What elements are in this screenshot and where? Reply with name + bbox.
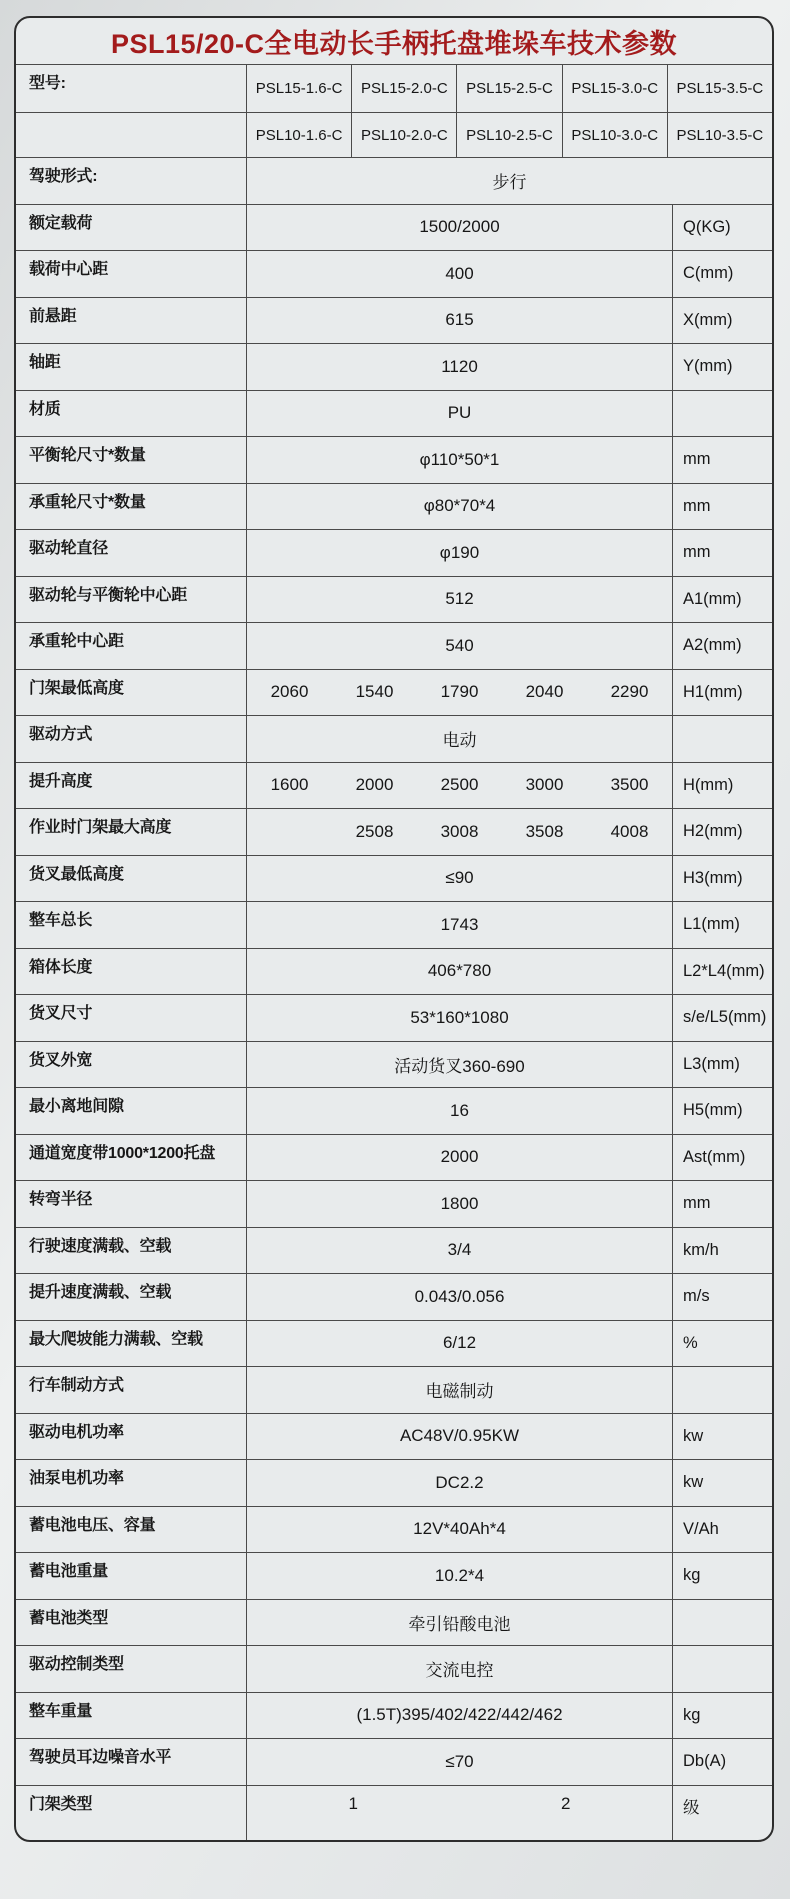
spec-row — [16, 1785, 772, 1841]
spec-row-unit: L3(mm) — [672, 1042, 772, 1088]
spec-row — [16, 1413, 772, 1460]
model-cell: PSL15-1.6-C — [246, 65, 351, 112]
spec-row-unit: Ast(mm) — [672, 1135, 772, 1181]
spec-row-label: 门架类型 — [29, 1795, 93, 1813]
spec-row-label: 货叉外宽 — [29, 1051, 93, 1069]
spec-row-label: 驾驶形式: — [29, 168, 98, 185]
model-row — [16, 64, 772, 112]
spec-row-value-slot: 2290 — [610, 682, 649, 702]
spec-row — [16, 250, 772, 297]
spec-row-label: 蓄电池电压、容量 — [29, 1516, 156, 1534]
spec-row-unit: kw — [672, 1414, 772, 1460]
spec-row-values — [246, 670, 672, 716]
spec-row-value: DC2.2 — [246, 1460, 672, 1506]
model-row-label — [16, 113, 246, 157]
spec-row-label: 驱动轮与平衡轮中心距 — [29, 586, 188, 604]
spec-row — [16, 855, 772, 902]
spec-row — [16, 1366, 772, 1413]
spec-row-value: 12V*40Ah*4 — [246, 1507, 672, 1553]
spec-row-values — [246, 1786, 672, 1841]
spec-row-unit: H2(mm) — [672, 809, 772, 855]
spec-row-label: 提升高度 — [29, 772, 93, 790]
spec-row-value: 牵引铅酸电池 — [246, 1600, 672, 1646]
spec-row-label: 蓄电池类型 — [29, 1609, 109, 1627]
spec-row-label: 承重轮尺寸*数量 — [29, 493, 146, 511]
spec-row — [16, 1599, 772, 1646]
spec-row-values — [246, 809, 672, 855]
spec-row-label: 驱动方式 — [29, 726, 93, 743]
spec-row-label: 驱动电机功率 — [29, 1423, 124, 1441]
spec-row — [16, 1041, 772, 1088]
spec-row — [16, 157, 772, 204]
spec-row-unit: H1(mm) — [672, 670, 772, 716]
spec-row-value: AC48V/0.95KW — [246, 1414, 672, 1460]
spec-row-value: 1800 — [246, 1181, 672, 1227]
spec-row-label: 驾驶员耳边噪音水平 — [29, 1749, 172, 1766]
spec-row-value-slot: 4008 — [610, 821, 649, 841]
model-cell: PSL15-2.5-C — [456, 65, 561, 112]
model-cell: PSL10-2.5-C — [456, 113, 561, 157]
spec-row-unit: mm — [672, 530, 772, 576]
spec-row-label: 提升速度满载、空载 — [29, 1284, 172, 1301]
spec-row-label: 蓄电池重量 — [29, 1563, 109, 1580]
spec-row-unit: L2*L4(mm) — [672, 949, 772, 995]
spec-row-unit — [672, 1367, 772, 1413]
spec-row-unit: A1(mm) — [672, 577, 772, 623]
spec-row-label: 货叉尺寸 — [29, 1005, 93, 1022]
spec-row-label: 轴距 — [29, 354, 61, 371]
spec-row-value: 406*780 — [246, 949, 672, 995]
page-title: PSL15/20-C全电动长手柄托盘堆垛车技术参数 — [110, 28, 678, 59]
spec-row-label: 转弯半径 — [29, 1191, 93, 1208]
spec-row-label: 额定载荷 — [29, 214, 93, 232]
spec-row-value: 电动 — [246, 716, 672, 762]
spec-row — [16, 715, 772, 762]
spec-row — [16, 901, 772, 948]
spec-row-label: 驱动控制类型 — [29, 1656, 124, 1673]
spec-row-label: 货叉最低高度 — [29, 865, 124, 883]
model-cell: PSL10-3.0-C — [562, 113, 667, 157]
spec-row-unit: H(mm) — [672, 763, 772, 809]
spec-row — [16, 762, 772, 809]
spec-row-label: 承重轮中心距 — [29, 633, 124, 650]
spec-row — [16, 1645, 772, 1692]
spec-row-value: 1120 — [246, 344, 672, 390]
spec-row-value-slot: 2040 — [525, 682, 564, 702]
spec-row-unit: Y(mm) — [672, 344, 772, 390]
spec-row-label: 整车总长 — [29, 912, 93, 929]
spec-row-value-slot: 2500 — [440, 775, 479, 795]
spec-row-unit: L1(mm) — [672, 902, 772, 948]
model-cell: PSL10-3.5-C — [667, 113, 772, 157]
spec-row-value: 步行 — [246, 158, 772, 204]
spec-row-unit: H3(mm) — [672, 856, 772, 902]
spec-row-unit: kg — [672, 1553, 772, 1599]
spec-row-unit — [672, 1646, 772, 1692]
spec-row-unit: kg — [672, 1693, 772, 1739]
spec-row-value-slot: 1540 — [355, 682, 394, 702]
spec-row-unit — [672, 716, 772, 762]
spec-row-value: 2000 — [246, 1135, 672, 1181]
model-cell: PSL15-3.5-C — [667, 65, 772, 112]
model-cell: PSL10-1.6-C — [246, 113, 351, 157]
spec-row-value-slot: 3008 — [440, 821, 479, 841]
spec-row-value-slot: 2 — [561, 1793, 571, 1813]
spec-row — [16, 576, 772, 623]
spec-row-value-slot: 2060 — [270, 682, 309, 702]
spec-row-label: 门架最低高度 — [29, 679, 124, 697]
spec-row-unit: V/Ah — [672, 1507, 772, 1553]
spec-row-label: 作业时门架最大高度 — [29, 819, 172, 836]
spec-row — [16, 994, 772, 1041]
spec-card — [14, 16, 774, 1842]
spec-row — [16, 1134, 772, 1181]
spec-row-values — [246, 763, 672, 809]
spec-row — [16, 1087, 772, 1134]
spec-row-value: 3/4 — [246, 1228, 672, 1274]
spec-row-value-slot: 3000 — [525, 775, 564, 795]
spec-row-unit — [672, 1600, 772, 1646]
spec-row — [16, 529, 772, 576]
spec-row-value: φ80*70*4 — [246, 484, 672, 530]
spec-row-value-slot: 3500 — [610, 775, 649, 795]
spec-row-unit: mm — [672, 484, 772, 530]
model-rows-section — [16, 64, 772, 157]
spec-row-label: 通道宽度带1000*1200托盘 — [29, 1144, 216, 1162]
spec-row-value: 53*160*1080 — [246, 995, 672, 1041]
spec-row-label: 行驶速度满载、空载 — [29, 1237, 172, 1255]
spec-row — [16, 1227, 772, 1274]
spec-row — [16, 1320, 772, 1367]
spec-row-value: 1743 — [246, 902, 672, 948]
spec-row — [16, 436, 772, 483]
spec-row-unit: C(mm) — [672, 251, 772, 297]
spec-row-unit: m/s — [672, 1274, 772, 1320]
spec-row-value: φ110*50*1 — [246, 437, 672, 483]
model-cell: PSL15-3.0-C — [562, 65, 667, 112]
spec-row-unit: mm — [672, 1181, 772, 1227]
spec-row-value-slot: 1790 — [440, 682, 479, 702]
spec-row-unit: s/e/L5(mm) — [672, 995, 772, 1041]
spec-row-label: 驱动轮直径 — [29, 540, 109, 557]
spec-row — [16, 1692, 772, 1739]
spec-row-value: (1.5T)395/402/422/442/462 — [246, 1693, 672, 1739]
spec-row-value: 10.2*4 — [246, 1553, 672, 1599]
spec-row — [16, 1180, 772, 1227]
spec-row — [16, 483, 772, 530]
spec-row-value: 活动货叉360-690 — [246, 1042, 672, 1088]
spec-row-unit: Db(A) — [672, 1739, 772, 1785]
spec-row-value: ≤90 — [246, 856, 672, 902]
spec-row-value: 交流电控 — [246, 1646, 672, 1692]
spec-row-value-slot: 2000 — [355, 775, 394, 795]
spec-row-label: 平衡轮尺寸*数量 — [29, 447, 146, 464]
spec-row — [16, 1506, 772, 1553]
spec-row-value-slot — [247, 809, 332, 855]
spec-row-label: 最小离地间隙 — [29, 1098, 124, 1115]
spec-row-value: 1500/2000 — [246, 205, 672, 251]
spec-row-unit: mm — [672, 437, 772, 483]
model-row-label: 型号: — [29, 75, 66, 92]
spec-row — [16, 1738, 772, 1785]
spec-row-label: 前悬距 — [29, 307, 77, 325]
spec-row-value: 540 — [246, 623, 672, 669]
spec-row-value-slot: 1600 — [270, 775, 309, 795]
spec-row-label: 材质 — [29, 400, 61, 418]
spec-row-unit: % — [672, 1321, 772, 1367]
model-cell: PSL10-2.0-C — [351, 113, 456, 157]
spec-row-label: 行车制动方式 — [29, 1377, 124, 1394]
model-cell: PSL15-2.0-C — [351, 65, 456, 112]
spec-row-label: 最大爬坡能力满载、空载 — [29, 1330, 203, 1348]
spec-row-value: 400 — [246, 251, 672, 297]
spec-row-value-slot: 3508 — [525, 821, 564, 841]
spec-row-value: 6/12 — [246, 1321, 672, 1367]
spec-row-unit: 级 — [672, 1786, 772, 1841]
model-row — [16, 112, 772, 157]
spec-row-value: 0.043/0.056 — [246, 1274, 672, 1320]
spec-row — [16, 808, 772, 855]
spec-row-unit — [672, 391, 772, 437]
spec-row-unit: X(mm) — [672, 298, 772, 344]
spec-row-value-slot: 2508 — [355, 821, 394, 841]
spec-row-unit: H5(mm) — [672, 1088, 772, 1134]
spec-row — [16, 390, 772, 437]
spec-row — [16, 1273, 772, 1320]
spec-row — [16, 297, 772, 344]
spec-row-value: ≤70 — [246, 1739, 672, 1785]
spec-row-value: 512 — [246, 577, 672, 623]
spec-row — [16, 948, 772, 995]
spec-row — [16, 1459, 772, 1506]
spec-row-unit: Q(KG) — [672, 205, 772, 251]
spec-row-unit: kw — [672, 1460, 772, 1506]
spec-rows-section — [16, 157, 772, 1840]
spec-row — [16, 622, 772, 669]
spec-row — [16, 343, 772, 390]
spec-row-label: 载荷中心距 — [29, 261, 109, 278]
spec-row — [16, 1552, 772, 1599]
spec-row-unit: km/h — [672, 1228, 772, 1274]
spec-row-value: φ190 — [246, 530, 672, 576]
spec-row — [16, 669, 772, 716]
spec-row-value-slot: 1 — [348, 1793, 358, 1813]
spec-row-unit: A2(mm) — [672, 623, 772, 669]
spec-row-value: 615 — [246, 298, 672, 344]
title-row — [16, 18, 772, 64]
spec-row-value: 电磁制动 — [246, 1367, 672, 1413]
spec-row — [16, 204, 772, 251]
spec-row-value: PU — [246, 391, 672, 437]
spec-row-label: 箱体长度 — [29, 958, 93, 976]
spec-row-label: 整车重量 — [29, 1702, 93, 1720]
spec-row-value: 16 — [246, 1088, 672, 1134]
spec-row-label: 油泵电机功率 — [29, 1470, 124, 1487]
